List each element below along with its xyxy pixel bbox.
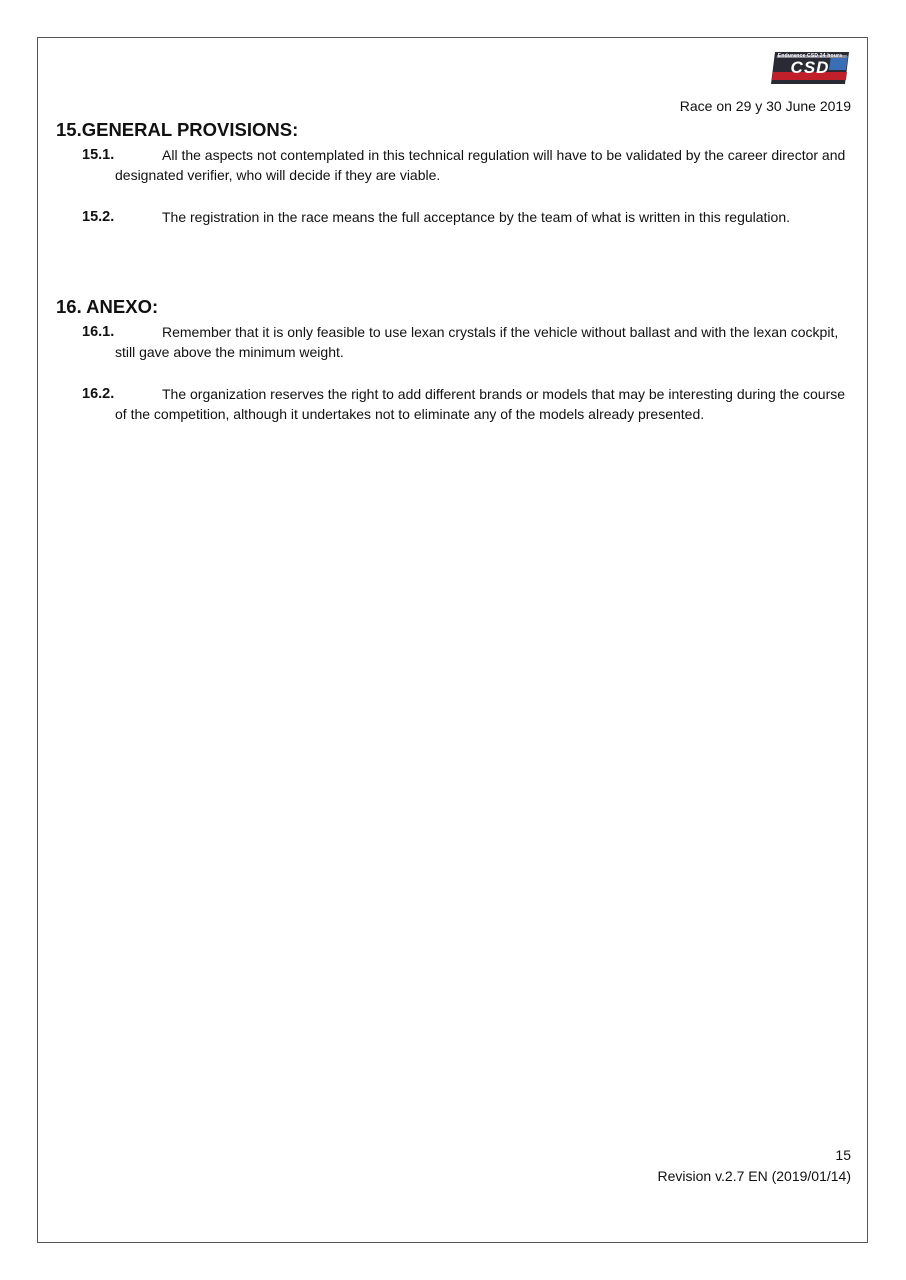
logo-title: CSD: [790, 58, 830, 77]
list-item-15-1: [82, 145, 857, 185]
item-text: All the aspects not contemplated in this technical regulation will have to be validated by the career director and designated verifier, who will decide if they are viable.: [115, 147, 846, 183]
item-text: The registration in the race means the full acceptance by the team of what is written in this regulation.: [162, 209, 790, 225]
revision-label: Revision v.2.7 EN (2019/01/14): [657, 1168, 851, 1184]
item-text: The organization reserves the right to add different brands or models that may be interesting during the course of the competition, although it undertakes not to eliminate any of the models already presented.: [115, 386, 846, 422]
list-item-16-1: [82, 322, 857, 362]
item-number: 16.2.: [82, 386, 115, 402]
list-item-16-2: [82, 384, 857, 424]
page-number: 15: [835, 1147, 851, 1163]
logo-subtitle: Endurance CSD 24 hours: [777, 53, 843, 59]
section-heading-15: 15.GENERAL PROVISIONS:: [56, 119, 299, 140]
item-number: 15.2.: [82, 209, 115, 225]
item-number: 16.1.: [82, 324, 115, 340]
item-number: 15.1.: [82, 147, 115, 163]
race-date: Race on 29 y 30 June 2019: [679, 98, 851, 114]
csd-logo: [769, 50, 851, 86]
item-text: Remember that it is only feasible to use lexan crystals if the vehicle without ballast and with the lexan cockpit, still gave above the minimum weight.: [115, 324, 839, 360]
list-item-15-2: [82, 207, 857, 227]
section-heading-16: 16. ANEXO:: [56, 296, 159, 317]
